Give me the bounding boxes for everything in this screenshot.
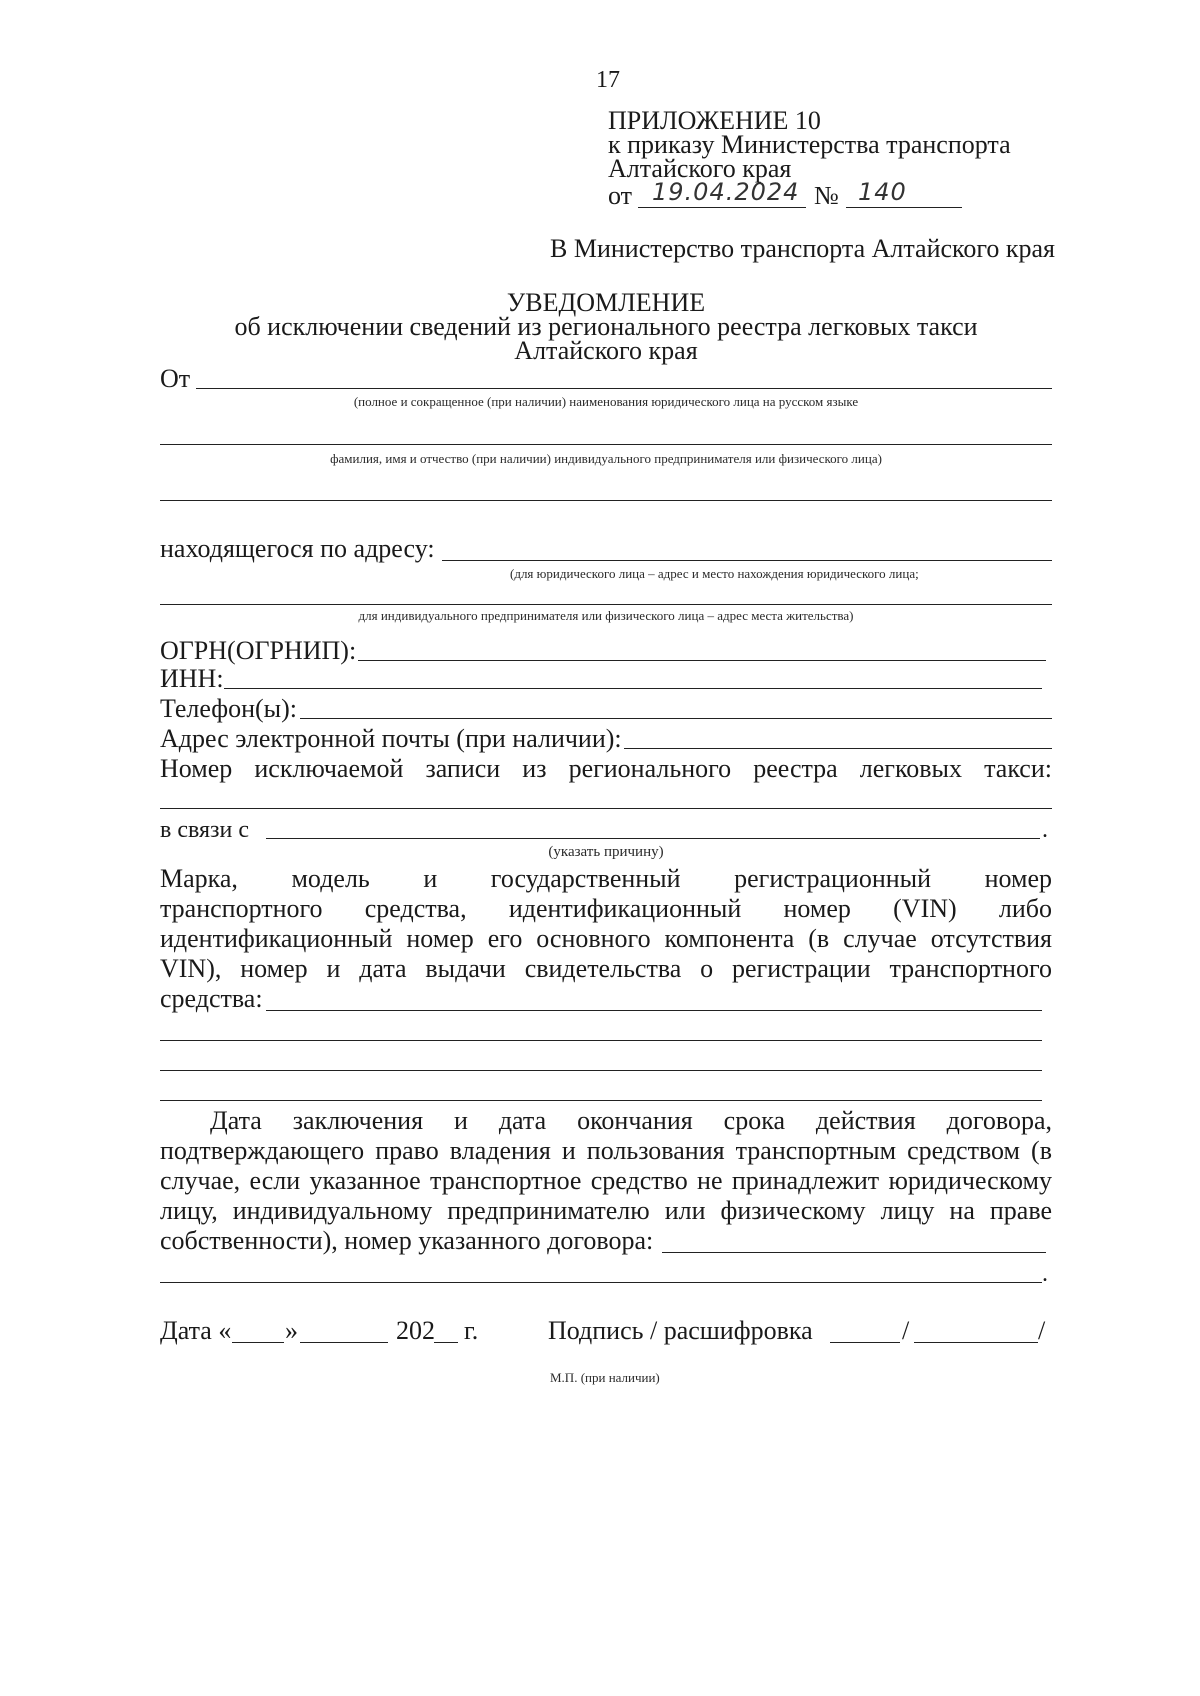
appendix-line-1: к приказу Министерства транспорта <box>608 130 1011 159</box>
contract-text-line-1: Дата заключения и дата окончания срока действия договора, <box>210 1106 1052 1135</box>
day-field-line[interactable] <box>232 1342 284 1343</box>
vehicle-field-line-4[interactable] <box>160 1100 1042 1101</box>
vehicle-field-line-1[interactable] <box>266 1010 1042 1011</box>
appendix-line-2: Алтайского края <box>608 154 792 183</box>
document-subtitle-1: об исключении сведений из регионального реестра легковых такси <box>234 312 978 341</box>
stamp-place: М.П. (при наличии) <box>550 1370 660 1385</box>
signature-field-line[interactable] <box>830 1342 900 1343</box>
contract-field-line-2[interactable] <box>160 1282 1042 1283</box>
address-field-line[interactable] <box>442 560 1052 561</box>
record-number-label: Номер исключаемой записи из регионального реестра легковых такси: <box>160 754 1052 783</box>
appendix-number-sign: № <box>814 181 839 210</box>
reason-field-line[interactable] <box>266 838 1040 839</box>
inn-label: ИНН: <box>160 664 224 693</box>
appendix-title: ПРИЛОЖЕНИЕ 10 <box>608 106 821 135</box>
contract-end-dot: . <box>1042 1261 1048 1287</box>
contract-text-line-4: лицу, индивидуальному предпринимателю или физическому лицу на праве <box>160 1196 1052 1225</box>
from-hint-1: (полное и сокращенное (при наличии) наименования юридического лица на русском языке <box>353 394 859 409</box>
signature-separator: / <box>902 1316 910 1345</box>
ogrn-label: ОГРН(ОГРНИП): <box>160 636 357 665</box>
document-subtitle-2: Алтайского края <box>514 336 698 365</box>
reason-end-dot: . <box>1042 817 1048 843</box>
contract-text-last: собственности), номер указанного договора: <box>160 1226 654 1255</box>
contract-text-line-3: случае, если указанное транспортное средство не принадлежит юридическому <box>160 1166 1052 1195</box>
vehicle-text-last: средства: <box>160 984 263 1013</box>
email-field-line[interactable] <box>624 748 1052 749</box>
address-hint-2: для индивидуального предпринимателя или физического лица – адрес места жительства) <box>358 608 854 623</box>
document-title: УВЕДОМЛЕНИЕ <box>506 288 706 317</box>
vehicle-text-line-1: Марка, модель и государственный регистрационный номер <box>160 864 1052 893</box>
reason-hint: (указать причину) <box>548 844 664 860</box>
from-hint-2: фамилия, имя и отчество (при наличии) индивидуального предпринимателя или физического лица) <box>330 451 882 466</box>
email-label: Адрес электронной почты (при наличии): <box>160 724 622 753</box>
addressee: В Министерство транспорта Алтайского края <box>550 234 1055 263</box>
appendix-date-prefix: от <box>608 181 633 210</box>
from-field-line[interactable] <box>196 388 1052 389</box>
address-label: находящегося по адресу: <box>160 534 435 563</box>
from-label: От <box>160 364 191 393</box>
signature-label: Подпись / расшифровка <box>548 1316 813 1345</box>
year-suffix: г. <box>464 1316 479 1345</box>
phone-label: Телефон(ы): <box>160 694 298 723</box>
vehicle-text-line-4: VIN), номер и дата выдачи свидетельства о регистрации транспортного <box>160 954 1052 983</box>
order-number-handwritten: 140 <box>858 178 907 206</box>
ogrn-field-line[interactable] <box>358 660 1046 661</box>
contract-field-line-1[interactable] <box>662 1252 1046 1253</box>
vehicle-field-line-2[interactable] <box>160 1040 1042 1041</box>
record-number-field-line[interactable] <box>160 808 1052 809</box>
date-underline <box>638 207 806 208</box>
vehicle-text-line-2: транспортного средства, идентификационный номер (VIN) либо <box>160 894 1052 923</box>
contract-text-line-2: подтверждающего право владения и пользования транспортным средством (в <box>160 1136 1052 1165</box>
vehicle-field-line-3[interactable] <box>160 1070 1042 1071</box>
year-prefix: 202 <box>396 1316 435 1345</box>
from-field-line-2[interactable] <box>160 444 1052 445</box>
address-hint-1: (для юридического лица – адрес и место нахождения юридического лица; <box>510 566 919 581</box>
order-date-handwritten: 19.04.2024 <box>652 178 800 206</box>
month-field-line[interactable] <box>300 1342 388 1343</box>
phone-field-line[interactable] <box>300 718 1052 719</box>
vehicle-text-line-3: идентификационный номер его основного компонента (в случае отсутствия <box>160 924 1052 953</box>
page-number: 17 <box>596 67 620 93</box>
date-quote-close: » <box>285 1316 298 1345</box>
from-field-line-3[interactable] <box>160 500 1052 501</box>
signature-decode-field-line[interactable] <box>914 1342 1038 1343</box>
date-label: Дата « <box>160 1316 232 1345</box>
reason-label: в связи с <box>160 817 250 843</box>
signature-end-slash: / <box>1038 1316 1046 1345</box>
year-field-line[interactable] <box>434 1342 458 1343</box>
address-field-line-2[interactable] <box>160 604 1052 605</box>
number-underline <box>846 207 962 208</box>
inn-field-line[interactable] <box>224 688 1042 689</box>
